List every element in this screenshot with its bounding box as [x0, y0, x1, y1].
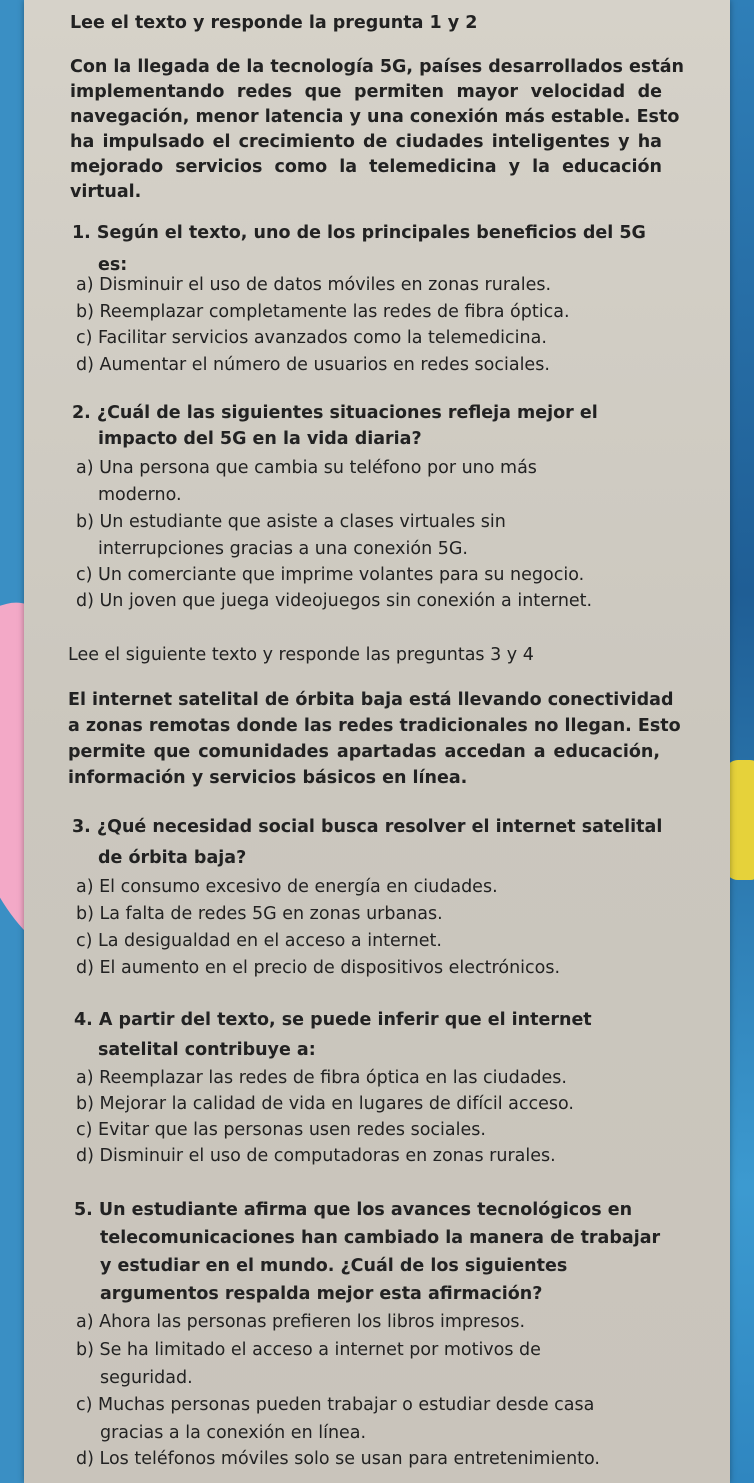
question-5-option-b: b) Se ha limitado el acceso a internet por motivos de [76, 1340, 541, 1360]
question-1-option-a: a) Disminuir el uso de datos móviles en zonas rurales. [76, 275, 552, 295]
question-2-option-d: d) Un joven que juega videojuegos sin conexión a internet. [76, 591, 593, 611]
reading-text-1-line: implementando redes que permiten mayor velocidad de [70, 82, 662, 102]
question-4-option-b: b) Mejorar la calidad de vida en lugares de difícil acceso. [76, 1094, 574, 1114]
question-5-stem: argumentos respalda mejor esta afirmación? [100, 1284, 543, 1304]
reading-text-1-line: mejorado servicios como la telemedicina y la educación [70, 157, 662, 177]
question-3-option-d: d) El aumento en el precio de dispositivos electrónicos. [76, 958, 561, 978]
reading-text-1-line: ha impulsado el crecimiento de ciudades inteligentes y ha [70, 132, 662, 152]
question-5-stem: y estudiar en el mundo. ¿Cuál de los siguientes [100, 1256, 568, 1276]
question-4-option-a: a) Reemplazar las redes de fibra óptica en las ciudades. [76, 1068, 567, 1088]
question-4-stem: satelital contribuye a: [98, 1040, 316, 1060]
question-1-stem: es: [98, 255, 128, 275]
question-4-stem: 4. A partir del texto, se puede inferir que el internet [74, 1010, 592, 1030]
reading-text-1-line: Con la llegada de la tecnología 5G, países desarrollados están [70, 57, 684, 77]
question-5-option-b-cont: seguridad. [100, 1368, 193, 1388]
question-5-option-d: d) Los teléfonos móviles solo se usan para entretenimiento. [76, 1449, 600, 1469]
instruction-heading-1: Lee el texto y responde la pregunta 1 y 2 [70, 13, 478, 33]
question-5-option-c-cont: gracias a la conexión en línea. [100, 1423, 367, 1443]
question-4-option-d: d) Disminuir el uso de computadoras en zonas rurales. [76, 1146, 556, 1166]
question-1-stem: 1. Según el texto, uno de los principales beneficios del 5G [72, 223, 646, 243]
question-2-option-b-cont: interrupciones gracias a una conexión 5G. [98, 539, 468, 559]
reading-text-2-line: El internet satelital de órbita baja está llevando conectividad [68, 690, 674, 710]
question-3-option-c: c) La desigualdad en el acceso a internet. [76, 931, 442, 951]
question-5-option-c: c) Muchas personas pueden trabajar o estudiar desde casa [76, 1395, 595, 1415]
question-4-option-c: c) Evitar que las personas usen redes sociales. [76, 1120, 486, 1140]
question-1-option-b: b) Reemplazar completamente las redes de fibra óptica. [76, 302, 570, 322]
instruction-heading-2: Lee el siguiente texto y responde las preguntas 3 y 4 [68, 645, 534, 665]
question-2-option-a: a) Una persona que cambia su teléfono por uno más [76, 458, 537, 478]
worksheet-paper [24, 0, 730, 1483]
question-2-option-a-cont: moderno. [98, 485, 182, 505]
question-1-option-d: d) Aumentar el número de usuarios en redes sociales. [76, 355, 550, 375]
reading-text-2-line: a zonas remotas donde las redes tradicionales no llegan. Esto [68, 716, 681, 736]
question-3-stem: de órbita baja? [98, 848, 247, 868]
question-2-option-c: c) Un comerciante que imprime volantes para su negocio. [76, 565, 585, 585]
question-3-option-a: a) El consumo excesivo de energía en ciudades. [76, 877, 498, 897]
question-3-option-b: b) La falta de redes 5G en zonas urbanas. [76, 904, 443, 924]
reading-text-1-line: navegación, menor latencia y una conexión más estable. Esto [70, 107, 680, 127]
reading-text-2-line: permite que comunidades apartadas accedan a educación, [68, 742, 660, 762]
question-5-option-a: a) Ahora las personas prefieren los libros impresos. [76, 1312, 526, 1332]
question-5-stem: 5. Un estudiante afirma que los avances tecnológicos en [74, 1200, 633, 1220]
question-2-stem: 2. ¿Cuál de las siguientes situaciones refleja mejor el [72, 403, 598, 423]
reading-text-2-line: información y servicios básicos en línea. [68, 768, 468, 788]
question-3-stem: 3. ¿Qué necesidad social busca resolver el internet satelital [72, 817, 663, 837]
question-2-option-b: b) Un estudiante que asiste a clases virtuales sin [76, 512, 506, 532]
reading-text-1-line: virtual. [70, 182, 142, 202]
question-2-stem: impacto del 5G en la vida diaria? [98, 429, 422, 449]
question-1-option-c: c) Facilitar servicios avanzados como la telemedicina. [76, 328, 547, 348]
question-5-stem: telecomunicaciones han cambiado la manera de trabajar [100, 1228, 661, 1248]
